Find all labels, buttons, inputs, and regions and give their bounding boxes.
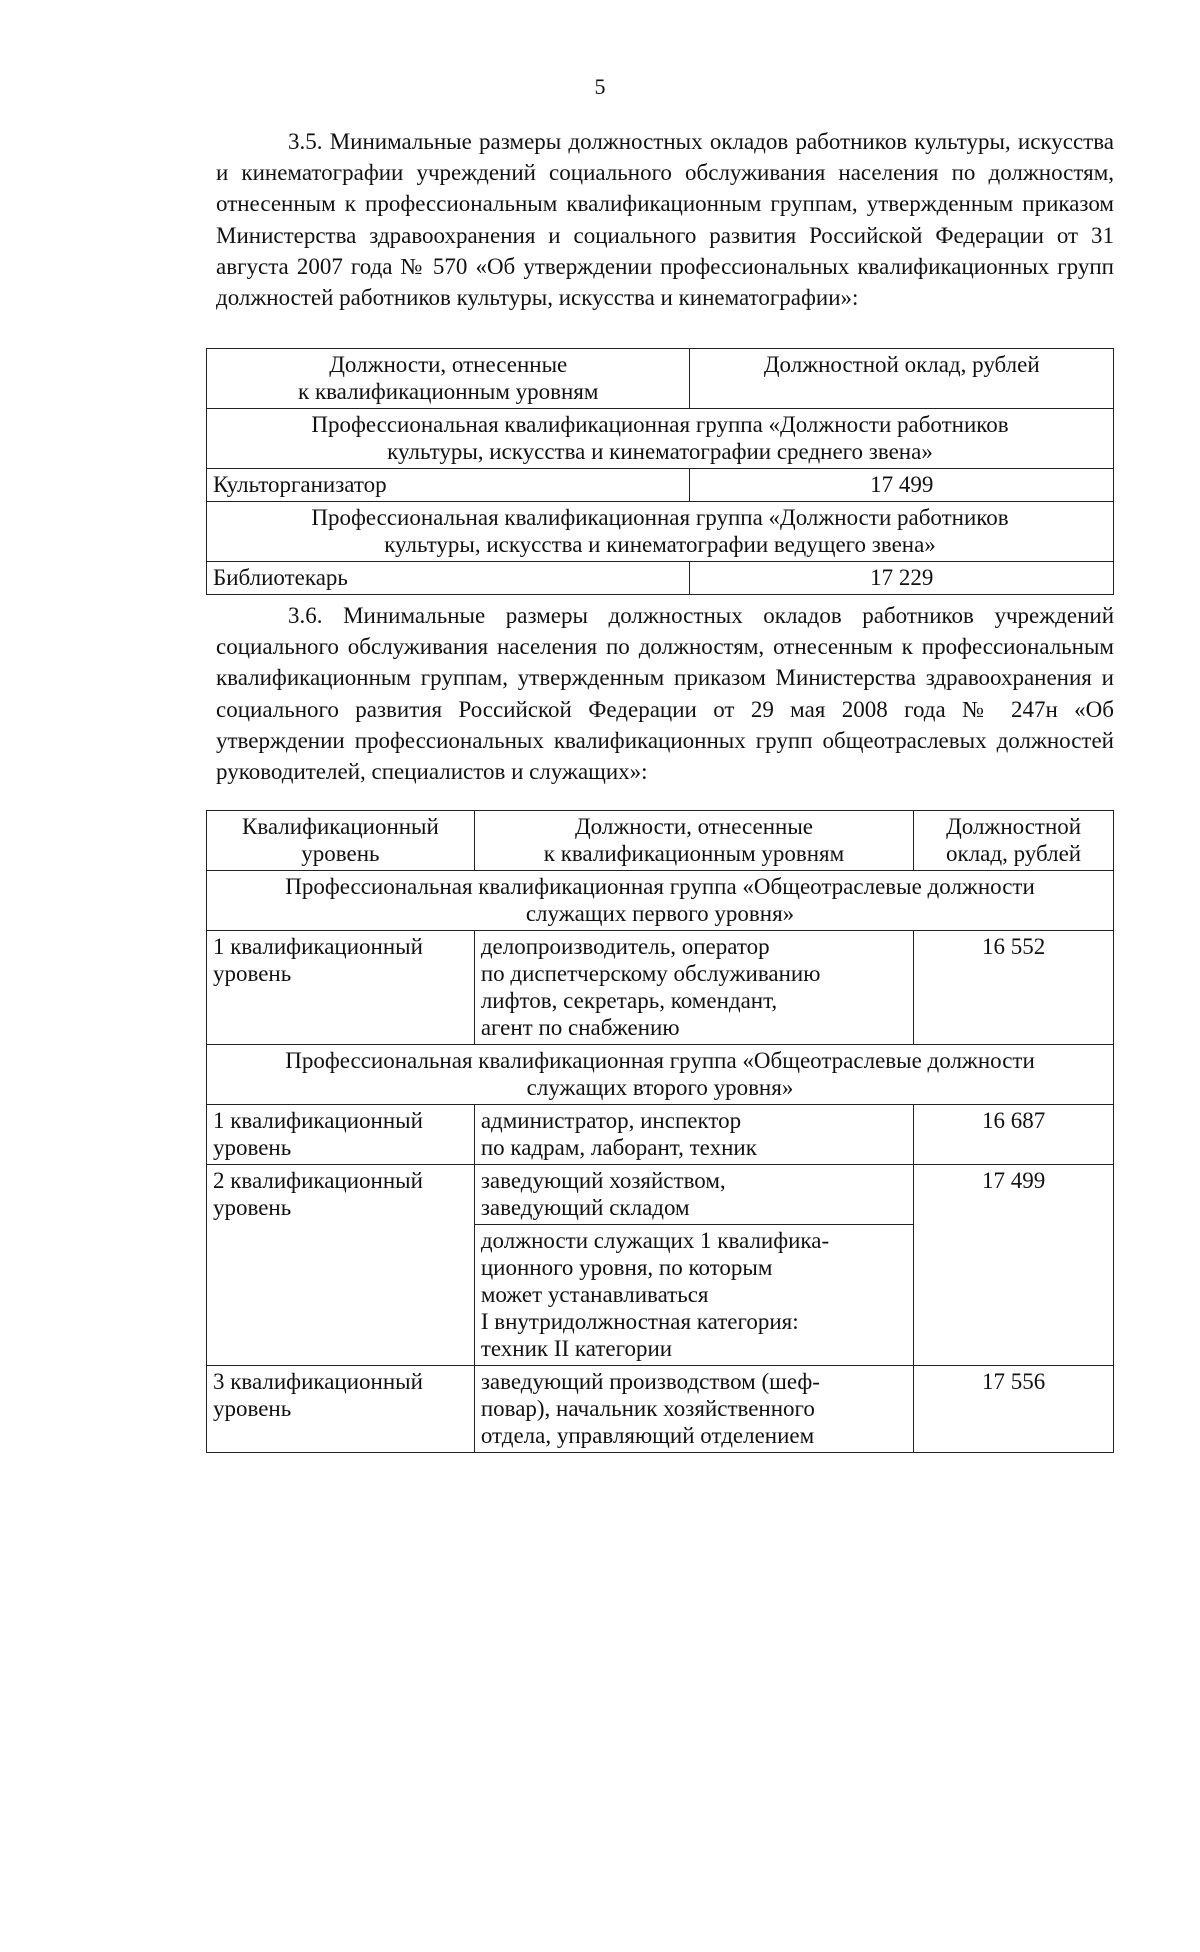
table-header-row (207, 811, 1114, 871)
table-row (207, 1165, 1114, 1225)
group-title: Профессиональная квалификационная группа «Общеотраслевые должности служащих первого уровня» (207, 871, 1114, 931)
page-number: 5 (594, 74, 606, 99)
table-row (207, 931, 1114, 1045)
positions-cell: администратор, инспектор по кадрам, лаборант, техник (474, 1105, 913, 1165)
section-3-6-text: 3.6. Минимальные размеры должностных окладов работников учреждений социального обслуживания населения по должностям, отнесенным к профессиональным квалификационным группам, утвержденным приказом Министерства здравоохранения и социального развития Российской Федерации от 29 мая 2008 года № 247н «Об утверждении профессиональных квалификационных групп общеотраслевых должностей руководителей, специалистов и служащих»: (216, 603, 1114, 785)
section-3-5-text: 3.5. Минимальные размеры должностных окладов работников культуры, искусства и кинематографии учреждений социального обслуживания населения по должностям, отнесенным к профессиональным квалификационным группам, утвержденным приказом Министерства здравоохранения и социального развития Российской Федерации от 31 августа 2007 года № 570 «Об утверждении профессиональных квалификационных групп должностей работников культуры, искусства и кинематографии»: (216, 129, 1114, 311)
group-title: Профессиональная квалификационная группа «Общеотраслевые должности служащих второго уровня» (207, 1045, 1114, 1105)
general-positions-salary-table (206, 810, 1114, 1453)
table-row (207, 469, 1114, 502)
salary-cell: 17 229 (690, 562, 1114, 595)
salary-cell: 16 552 (914, 931, 1114, 1045)
positions-cell: заведующий хозяйством, заведующий складом (474, 1165, 913, 1225)
header-salary: Должностной оклад, рублей (690, 349, 1114, 409)
salary-cell: 17 499 (690, 469, 1114, 502)
header-level: Квалификационный уровень (207, 811, 475, 871)
positions-cell: делопроизводитель, оператор по диспетчерскому обслуживанию лифтов, секретарь, комендант, агент по снабжению (474, 931, 913, 1045)
table-row (207, 1105, 1114, 1165)
salary-cell: 17 499 (914, 1165, 1114, 1366)
culture-salary-table (206, 348, 1114, 595)
salary-cell: 17 556 (914, 1366, 1114, 1453)
salary-cell: 16 687 (914, 1105, 1114, 1165)
header-salary: Должностной оклад, рублей (914, 811, 1114, 871)
level-cell: 1 квалификационный уровень (207, 931, 475, 1045)
table-header-row (207, 349, 1114, 409)
group-title: Профессиональная квалификационная группа «Должности работников культуры, искусства и кинематографии среднего звена» (207, 409, 1114, 469)
position-cell: Культорганизатор (207, 469, 690, 502)
positions-cell: заведующий производством (шеф- повар), начальник хозяйственного отдела, управляющий отделением (474, 1366, 913, 1453)
level-cell: 3 квалификационный уровень (207, 1366, 475, 1453)
positions-cell: должности служащих 1 квалифика- ционного уровня, по которым может устанавливаться I внутридолжностная категория: техник II категории (474, 1225, 913, 1366)
group-title-row (207, 871, 1114, 931)
table-row (207, 1366, 1114, 1453)
level-cell: 1 квалификационный уровень (207, 1105, 475, 1165)
group-title-row (207, 1045, 1114, 1105)
group-title: Профессиональная квалификационная группа «Должности работников культуры, искусства и кинематографии ведущего звена» (207, 502, 1114, 562)
header-positions: Должности, отнесенные к квалификационным уровням (207, 349, 690, 409)
group-title-row (207, 502, 1114, 562)
table-row (207, 562, 1114, 595)
header-positions: Должности, отнесенные к квалификационным уровням (474, 811, 913, 871)
position-cell: Библиотекарь (207, 562, 690, 595)
group-title-row (207, 409, 1114, 469)
level-cell: 2 квалификационный уровень (207, 1165, 475, 1366)
